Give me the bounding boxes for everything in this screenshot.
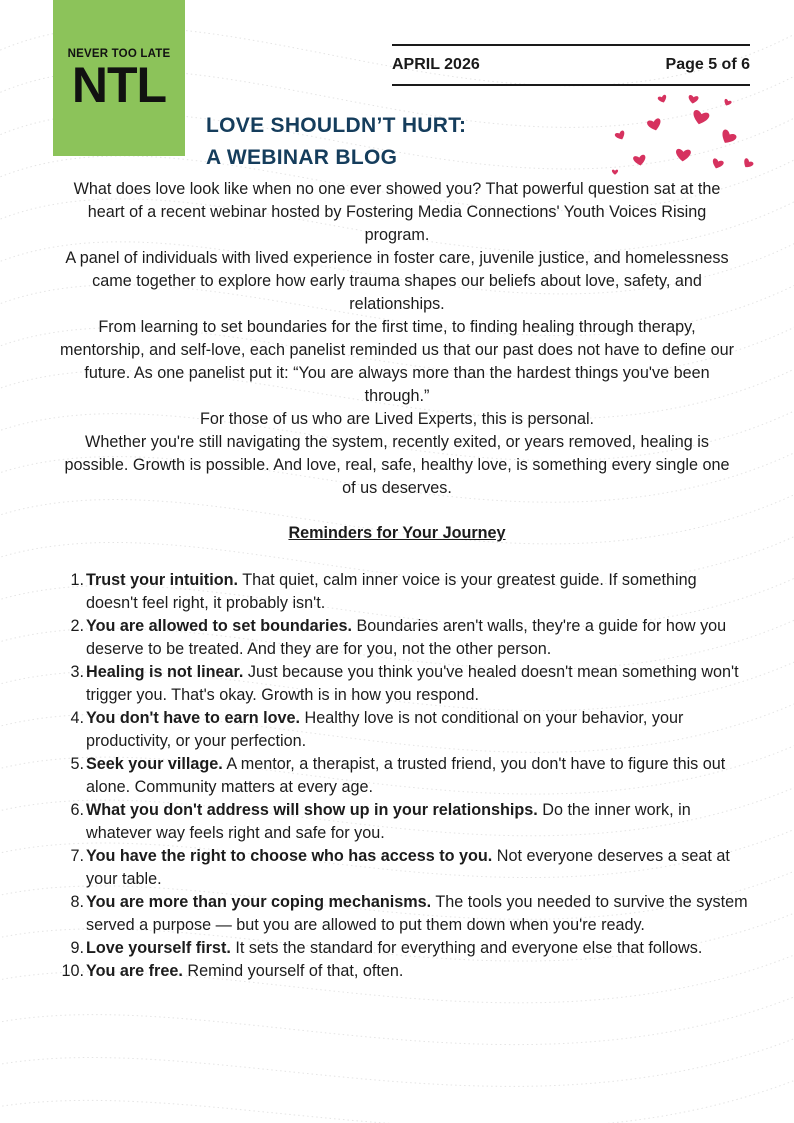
- list-item-text: That quiet, calm inner voice is your greatest guide. If something doesn't feel right, it probably isn't.: [86, 571, 697, 612]
- list-item: [58, 937, 748, 960]
- list-item-text: It sets the standard for everything and everyone else that follows.: [230, 939, 703, 957]
- list-item-lead: You are allowed to set boundaries.: [86, 617, 352, 635]
- list-item-number: 4.: [70, 709, 84, 727]
- list-item: [58, 707, 748, 753]
- list-item-number: 8.: [70, 893, 84, 911]
- list-item-text: The tools you needed to survive the system served a purpose — but you are allowed to put them down when you're ready.: [86, 893, 748, 934]
- list-item-lead: You don't have to earn love.: [86, 709, 301, 727]
- list-item: [58, 661, 748, 707]
- intro-paragraph-4: For those of us who are Lived Experts, this is personal.: [199, 410, 595, 428]
- reminders-list: [58, 569, 748, 983]
- title-line-1: LOVE SHOULDN’T HURT:: [206, 114, 467, 137]
- header-rule-top: [392, 44, 750, 46]
- list-item-text: Not everyone deserves a seat at your table.: [86, 847, 730, 888]
- list-item-lead: You have the right to choose who has access to you.: [86, 847, 493, 865]
- list-item-number: 7.: [70, 847, 84, 865]
- issue-date: APRIL 2026: [392, 56, 480, 73]
- list-item-number: 10.: [61, 962, 84, 980]
- list-item-text: Just because you think you've healed doesn't mean something won't trigger you. That's okay. Growth is in how you respond.: [86, 663, 739, 704]
- list-item-lead: Love yourself first.: [86, 939, 231, 957]
- list-item: [58, 845, 748, 891]
- list-item: [58, 753, 748, 799]
- intro-paragraph-5: Whether you're still navigating the system, recently exited, or years removed, healing is possible. Growth is possible. And love, real, safe, healthy love, is something every single one of us deserves.: [64, 433, 730, 497]
- list-item-lead: What you don't address will show up in your relationships.: [86, 801, 538, 819]
- list-item: [58, 615, 748, 661]
- list-item-number: 6.: [70, 801, 84, 819]
- list-item-text: Do the inner work, in whatever way feels right and safe for you.: [86, 801, 691, 842]
- hearts-icon: [605, 90, 755, 180]
- list-item-number: 5.: [70, 755, 84, 773]
- article-title: [206, 110, 466, 174]
- header-rule-bottom: [392, 84, 750, 86]
- title-line-2: A WEBINAR BLOG: [206, 146, 398, 169]
- list-item-number: 3.: [70, 663, 84, 681]
- list-item-text: A mentor, a therapist, a trusted friend, you don't have to figure this out alone. Community matters at every age.: [86, 755, 726, 796]
- intro-text: [58, 178, 736, 500]
- list-item-text: Healthy love is not conditional on your behavior, your productivity, or your perfection.: [86, 709, 684, 750]
- intro-paragraph-1: What does love look like when no one ever showed you? That powerful question sat at the heart of a recent webinar hosted by Fostering Media Connections' Youth Voices Rising program.: [73, 180, 721, 244]
- list-item: [58, 891, 748, 937]
- logo-mark: NTL: [71, 57, 167, 113]
- list-item-lead: Trust your intuition.: [86, 571, 238, 589]
- list-item-number: 2.: [70, 617, 84, 635]
- list-item-lead: Healing is not linear.: [86, 663, 244, 681]
- list-item-number: 1.: [70, 571, 84, 589]
- list-item-lead: You are more than your coping mechanisms.: [86, 893, 432, 911]
- intro-paragraph-3: From learning to set boundaries for the first time, to finding healing through therapy, mentorship, and self-love, each panelist reminded us that our past does not have to define our future. As one panelist put it: “You are always more than the hardest things you've been through.”: [60, 318, 734, 405]
- list-item: [58, 960, 748, 983]
- list-item-text: Boundaries aren't walls, they're a guide for how you deserve to be treated. And they are for you, not the other person.: [86, 617, 727, 658]
- page-number: Page 5 of 6: [665, 56, 750, 73]
- list-item-lead: Seek your village.: [86, 755, 223, 773]
- list-item-lead: You are free.: [86, 962, 183, 980]
- list-item: [58, 799, 748, 845]
- intro-paragraph-2: A panel of individuals with lived experience in foster care, juvenile justice, and homelessness came together to explore how early trauma shapes our beliefs about love, safety, and relationships.: [65, 249, 729, 313]
- list-item-text: Remind yourself of that, often.: [182, 962, 404, 980]
- reminders-heading: Reminders for Your Journey: [288, 524, 506, 542]
- logo-tagline: NEVER TOO LATE: [67, 48, 171, 60]
- list-item-number: 9.: [70, 939, 84, 957]
- ntl-logo: [53, 0, 185, 156]
- list-item: [58, 569, 748, 615]
